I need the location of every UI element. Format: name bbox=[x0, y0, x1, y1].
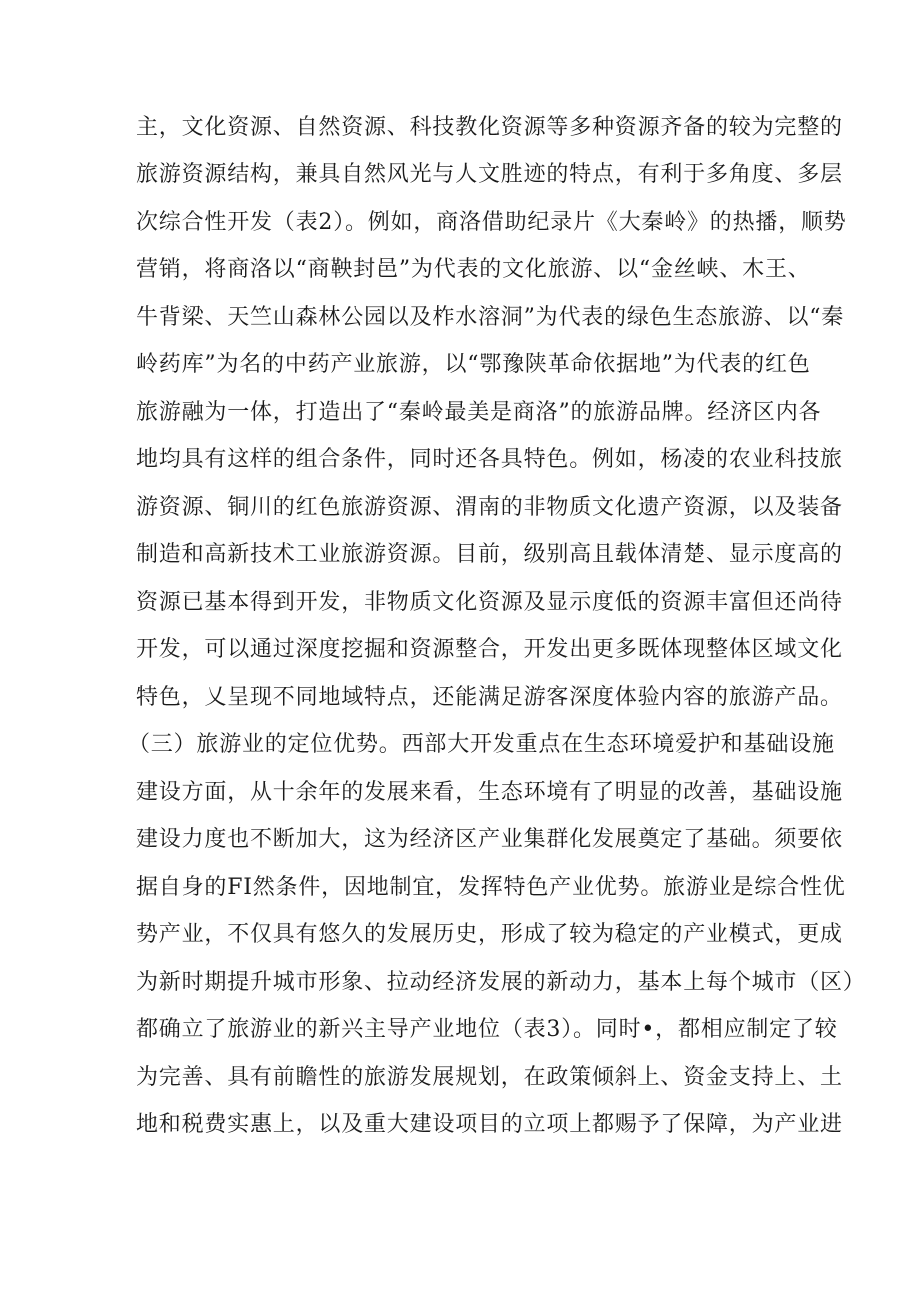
text-line: 据自身的FI然条件，因地制宜，发挥特色产业优势。旅游业是综合性优 bbox=[136, 875, 846, 900]
text-line: 旅游资源结构，兼具自然风光与人文胜迹的特点，有利于多角度、多层 bbox=[136, 162, 843, 187]
text-line: 游资源、铜川的红色旅游资源、渭南的非物质文化遗产资源，以及装备 bbox=[136, 495, 843, 520]
text-line: 主，文化资源、自然资源、科技教化资源等多种资源齐备的较为完整的 bbox=[136, 115, 843, 140]
text-line: 次综合性开发（表2）。例如，商洛借助纪录片《大秦岭》的热播，顺势 bbox=[136, 210, 847, 235]
text-line: 地和税费实惠上，以及重大建设项目的立项上都赐予了保障，为产业进 bbox=[136, 1112, 843, 1137]
section-heading-line: （三）旅游业的定位优势。西部大开发重点在生态环境爱护和基础设施 bbox=[128, 732, 835, 757]
text-line: 地均具有这样的组合条件，同时还各具特色。例如，杨凌的农业科技旅 bbox=[136, 447, 843, 472]
text-line: 都确立了旅游业的新兴主导产业地位（表3）。同时•，都相应制定了较 bbox=[136, 1017, 838, 1042]
text-line: 资源已基本得到开发，非物质文化资源及显示度低的资源丰富但还尚待 bbox=[136, 590, 843, 615]
text-line: 势产业，不仅具有悠久的发展历史，形成了较为稳定的产业模式，更成 bbox=[136, 922, 843, 947]
text-line: 为完善、具有前瞻性的旅游发展规划，在政策倾斜上、资金支持上、土 bbox=[136, 1065, 843, 1090]
text-line: 为新时期提升城市形象、拉动经济发展的新动力，基本上每个城市（区） bbox=[136, 970, 866, 995]
text-line: 开发，可以通过深度挖掘和资源整合，开发出更多既体现整体区域文化 bbox=[136, 637, 843, 662]
text-line: 建设力度也不断加大，这为经济区产业集群化发展奠定了基础。须要依 bbox=[136, 827, 843, 852]
text-line: 营销，将商洛以“商鞅封邑”为代表的文化旅游、以“金丝峡、木王、 bbox=[136, 257, 811, 282]
text-line: 岭药库”为名的中药产业旅游，以“鄂豫陕革命依据地”为代表的红色 bbox=[136, 352, 811, 377]
text-line: 建设方面，从十余年的发展来看，生态环境有了明显的改善，基础设施 bbox=[136, 780, 843, 805]
text-line: 特色，乂呈现不同地域特点，还能满足游客深度体验内容的旅游产品。 bbox=[136, 685, 843, 710]
text-line: 旅游融为一体，打造出了“秦岭最美是商洛”的旅游品牌。经济区内各 bbox=[136, 400, 822, 425]
text-line: 制造和高新技术工业旅游资源。目前，级别高且载体清楚、显示度高的 bbox=[136, 542, 843, 567]
text-line: 牛背梁、天竺山森林公园以及柞水溶洞”为代表的绿色生态旅游、以“秦 bbox=[136, 305, 845, 330]
